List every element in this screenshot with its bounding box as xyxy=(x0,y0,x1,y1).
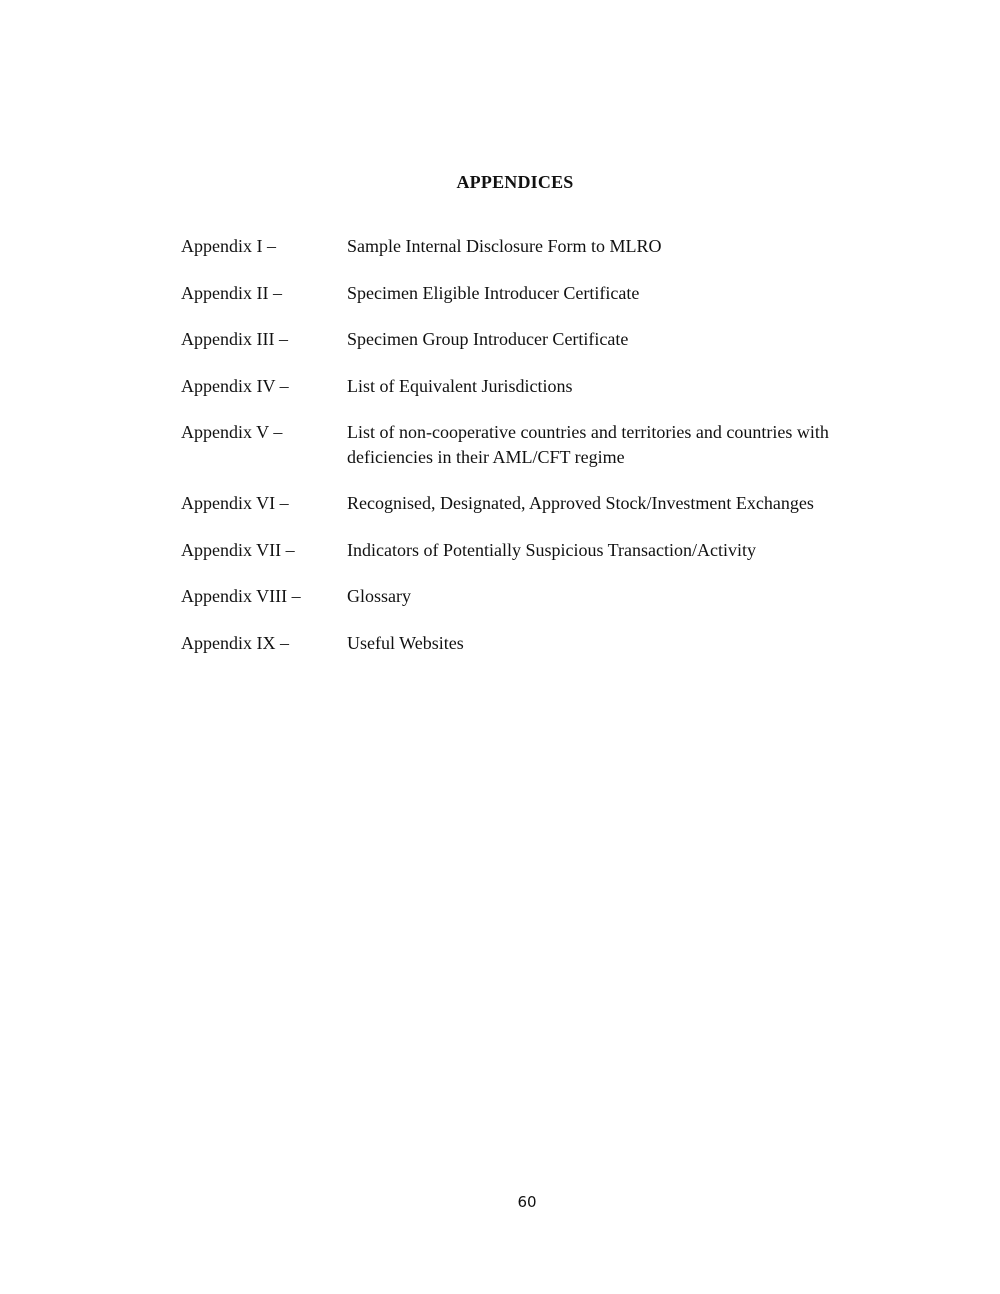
appendix-title: Specimen Group Introducer Certificate xyxy=(347,329,629,349)
appendix-title: Recognised, Designated, Approved Stock/Investment Exchanges xyxy=(347,493,814,513)
appendix-label: Appendix VIII – xyxy=(181,586,301,606)
appendix-title: List of non-cooperative countries and territories and countries with deficiencies in their AML/CFT regime xyxy=(347,422,829,467)
appendix-label: Appendix VI – xyxy=(181,493,289,513)
appendix-label: Appendix II – xyxy=(181,282,282,303)
appendix-row xyxy=(181,327,881,352)
appendix-row xyxy=(181,374,881,399)
appendix-label: Appendix III – xyxy=(181,329,288,349)
appendix-label: Appendix IX – xyxy=(181,632,289,653)
appendix-label: Appendix VII – xyxy=(181,539,295,560)
appendix-title: Useful Websites xyxy=(347,632,464,653)
appendix-row xyxy=(181,420,881,469)
appendix-row xyxy=(181,491,881,516)
appendix-row xyxy=(181,234,881,259)
page-number: 60 xyxy=(517,1193,537,1211)
appendix-row xyxy=(181,631,881,656)
appendix-row xyxy=(181,538,881,563)
appendix-label: Appendix V – xyxy=(181,422,283,442)
appendix-title: List of Equivalent Jurisdictions xyxy=(347,375,573,396)
appendix-label: Appendix I – xyxy=(181,236,276,256)
appendix-title: Indicators of Potentially Suspicious Transaction/Activity xyxy=(347,539,756,560)
appendix-title: Specimen Eligible Introducer Certificate xyxy=(347,282,640,303)
appendix-title: Sample Internal Disclosure Form to MLRO xyxy=(347,236,662,256)
appendix-title: Glossary xyxy=(347,586,411,606)
appendix-row xyxy=(181,281,881,306)
appendix-label: Appendix IV – xyxy=(181,375,289,396)
appendix-list xyxy=(181,234,881,677)
page-title: APPENDICES xyxy=(456,172,574,192)
appendix-row xyxy=(181,584,881,609)
